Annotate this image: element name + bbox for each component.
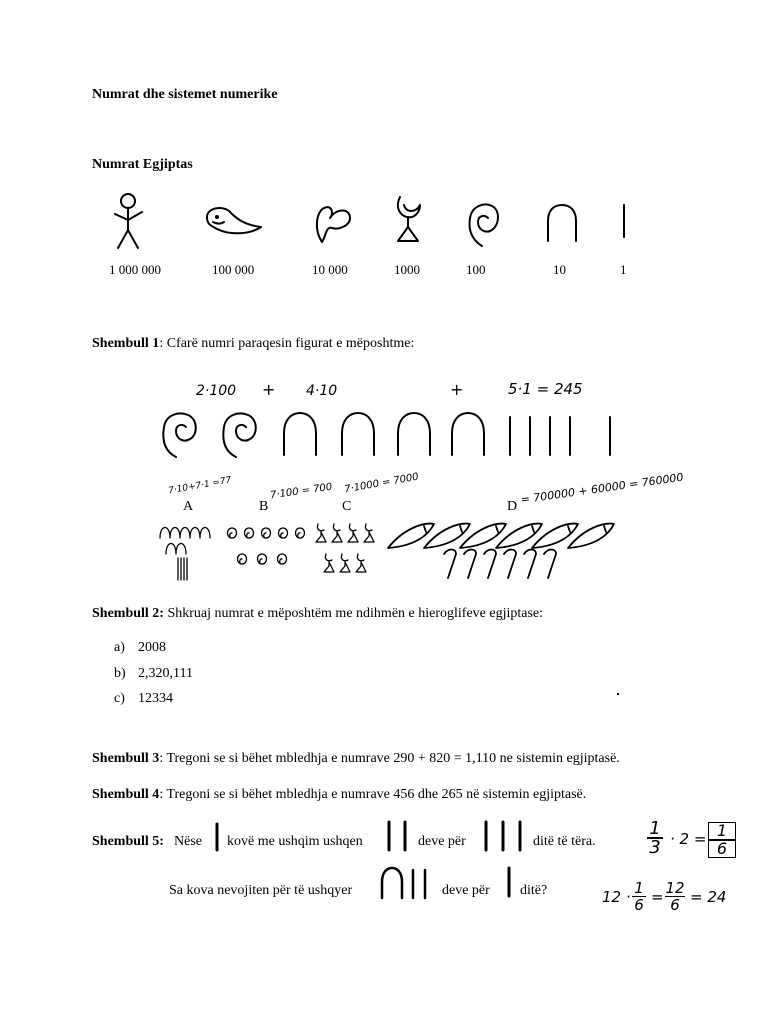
hieroglyph-group-c	[312, 520, 378, 580]
hieroglyph-group-b	[222, 524, 310, 574]
symbol-value: 100 000	[212, 262, 255, 277]
example-1-prompt: Shembull 1: Cfarë numri paraqesin figurat e mëposhtme:	[92, 336, 415, 351]
list-item: b) 2,320,111	[114, 666, 193, 681]
stray-dot	[617, 693, 619, 695]
group-letter: B	[259, 499, 269, 514]
example-5-label: Shembull 5:	[92, 834, 164, 849]
one-stroke-icon	[213, 822, 221, 852]
arch-icon	[545, 203, 579, 243]
handwritten-fraction: 1 6	[632, 880, 646, 913]
handwritten-fraction-boxed: 1 6	[708, 822, 736, 858]
three-strokes-icon	[481, 820, 525, 852]
symbol-value: 10	[553, 262, 566, 277]
example-5-question: ditë?	[520, 883, 548, 898]
group-letter: C	[342, 499, 352, 514]
handwritten-fraction: 12 6	[665, 879, 685, 914]
handwritten-note: 4·10	[306, 383, 338, 399]
example-5-question: Sa kova nevojiten për të ushqyer	[169, 883, 353, 898]
example-2-prompt: Shembull 2: Shkruaj numrat e mëposhtëm me ndihmën e hieroglifeve egjiptase:	[92, 606, 544, 621]
ten-two-strokes-icon	[379, 866, 431, 900]
handwritten-fraction: 1 3	[647, 820, 663, 856]
page-title: Numrat dhe sistemet numerike	[92, 87, 278, 102]
example-5-text: Nëse	[174, 834, 202, 849]
group-letter: A	[183, 499, 194, 514]
handwritten-note: · 2 =	[670, 830, 707, 848]
example-3-prompt: Shembull 3: Tregoni se si bëhet mbledhja e numrave 290 + 820 = 1,110 ne sistemin egjiptasë.	[92, 751, 620, 766]
handwritten-note: 7·10+7·1 =77	[167, 475, 233, 497]
handwritten-note: = 24	[690, 888, 727, 906]
symbol-value: 1000	[394, 262, 420, 277]
list-item: c) 12334	[114, 691, 173, 706]
handwritten-note: +	[450, 380, 464, 399]
example-1-hieroglyph-row	[160, 405, 620, 465]
symbol-value: 1	[620, 262, 627, 277]
handwritten-note: 12 ·	[602, 888, 631, 906]
handwritten-note: = 700000 + 60000 = 760000	[519, 470, 685, 507]
handwritten-note: +	[262, 380, 276, 399]
two-strokes-icon	[384, 820, 410, 852]
one-stroke-icon	[505, 866, 513, 898]
handwritten-note: 7·1000 = 7000	[343, 471, 420, 496]
stroke-icon	[620, 203, 628, 239]
hieroglyph-group-a	[158, 518, 216, 582]
group-letter: D	[507, 499, 518, 514]
handwritten-note: 5·1 = 245	[508, 380, 583, 398]
example-5-text: deve për	[418, 834, 466, 849]
lotus-icon	[392, 193, 422, 245]
section-heading: Numrat Egjiptas	[92, 157, 193, 172]
example-5-text: kovë me ushqim ushqen	[227, 834, 363, 849]
symbol-value: 100	[466, 262, 486, 277]
hieroglyph-group-d	[384, 518, 638, 582]
example-5-text: ditë të tëra.	[533, 834, 596, 849]
tadpole-icon	[203, 205, 263, 237]
handwritten-note: 7·100 = 700	[269, 481, 333, 502]
example-5-question: deve për	[442, 883, 490, 898]
handwritten-note: =	[651, 888, 664, 906]
list-item: a) 2008	[114, 640, 166, 655]
finger-icon	[312, 200, 352, 246]
stick-figure-icon	[110, 192, 150, 252]
example-4-prompt: Shembull 4: Tregoni se si bëhet mbledhja e numrave 456 dhe 265 në sistemin egjiptasë.	[92, 787, 587, 802]
coil-icon	[466, 200, 502, 248]
handwritten-note: 2·100	[196, 383, 237, 399]
symbol-value: 10 000	[312, 262, 348, 277]
symbol-value: 1 000 000	[109, 262, 161, 277]
